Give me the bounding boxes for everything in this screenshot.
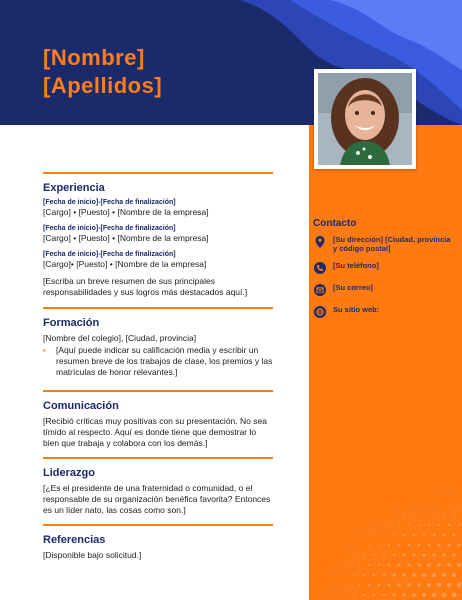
location-pin-icon xyxy=(313,235,327,249)
bullet-icon: ▪ xyxy=(43,346,46,355)
education-bullet xyxy=(43,345,273,378)
experience-summary: [Escriba un breve resumen de sus principales responsabilidades y sus logros más destacados aquí.] xyxy=(43,276,248,297)
last-name: [Apellidos] xyxy=(43,73,163,98)
education-school: [Nombre del colegio], [Ciudad, provincia] xyxy=(43,333,197,343)
contact-address-text: [Su dirección] [Ciudad, provincia y código postal] xyxy=(333,235,451,253)
resume-name xyxy=(43,44,162,100)
experience-dates: [Fecha de inicio]-[Fecha de finalización] xyxy=(43,225,176,232)
globe-icon xyxy=(313,305,327,319)
experience-position: [Cargo]• [Puesto] • [Nombre de la empresa] xyxy=(43,259,207,269)
contact-email-text: [Su correo] xyxy=(333,283,374,292)
sidebar xyxy=(309,125,462,600)
leadership-heading: Liderazgo xyxy=(43,467,95,479)
references-text: [Disponible bajo solicitud.] xyxy=(43,550,142,560)
leadership-text: [¿Es el presidente de una fraternidad o comunidad, o el responsable de su organización benéfica favorita? Entonces es un líder nato, las cosas como son.] xyxy=(43,483,271,515)
experience-entry xyxy=(43,224,273,244)
email-icon xyxy=(313,283,327,297)
experience-position: [Cargo] • [Puesto] • [Nombre de la empresa] xyxy=(43,207,209,217)
experience-position: [Cargo] • [Puesto] • [Nombre de la empresa] xyxy=(43,233,209,243)
education-heading: Formación xyxy=(43,317,100,329)
profile-photo xyxy=(314,69,416,169)
contact-heading: Contacto xyxy=(313,218,357,229)
contact-website xyxy=(313,305,453,319)
references-heading: Referencias xyxy=(43,534,106,546)
contact-website-text: Su sitio web: xyxy=(333,305,380,314)
experience-dates: [Fecha de inicio]-[Fecha de finalización] xyxy=(43,251,176,258)
experience-entry xyxy=(43,198,273,218)
main-content xyxy=(43,172,273,561)
communication-heading: Comunicación xyxy=(43,400,119,412)
contact-address xyxy=(313,235,453,253)
education-bullet-text: [Aquí puede indicar su calificación media y escribir un resumen breve de los trabajos de clase, los premios y las matrículas de honor relevantes.] xyxy=(56,345,273,377)
portrait-image xyxy=(318,73,412,165)
communication-text: [Recibió críticas muy positivas con su presentación. No sea tímido al respecto. Aquí es donde tiene que demostrar lo bien que trabaja y colabora con los demás.] xyxy=(43,416,267,448)
phone-icon xyxy=(313,261,327,275)
experience-heading: Experiencia xyxy=(43,182,105,194)
experience-entry xyxy=(43,250,273,270)
dot-pattern-graphic xyxy=(309,125,462,600)
contact-phone-text: [Su teléfono] xyxy=(333,261,379,270)
experience-dates: [Fecha de inicio]-[Fecha de finalización] xyxy=(43,199,176,206)
contact-section xyxy=(313,218,453,327)
contact-phone xyxy=(313,261,453,275)
contact-email xyxy=(313,283,453,297)
first-name: [Nombre] xyxy=(43,45,145,70)
